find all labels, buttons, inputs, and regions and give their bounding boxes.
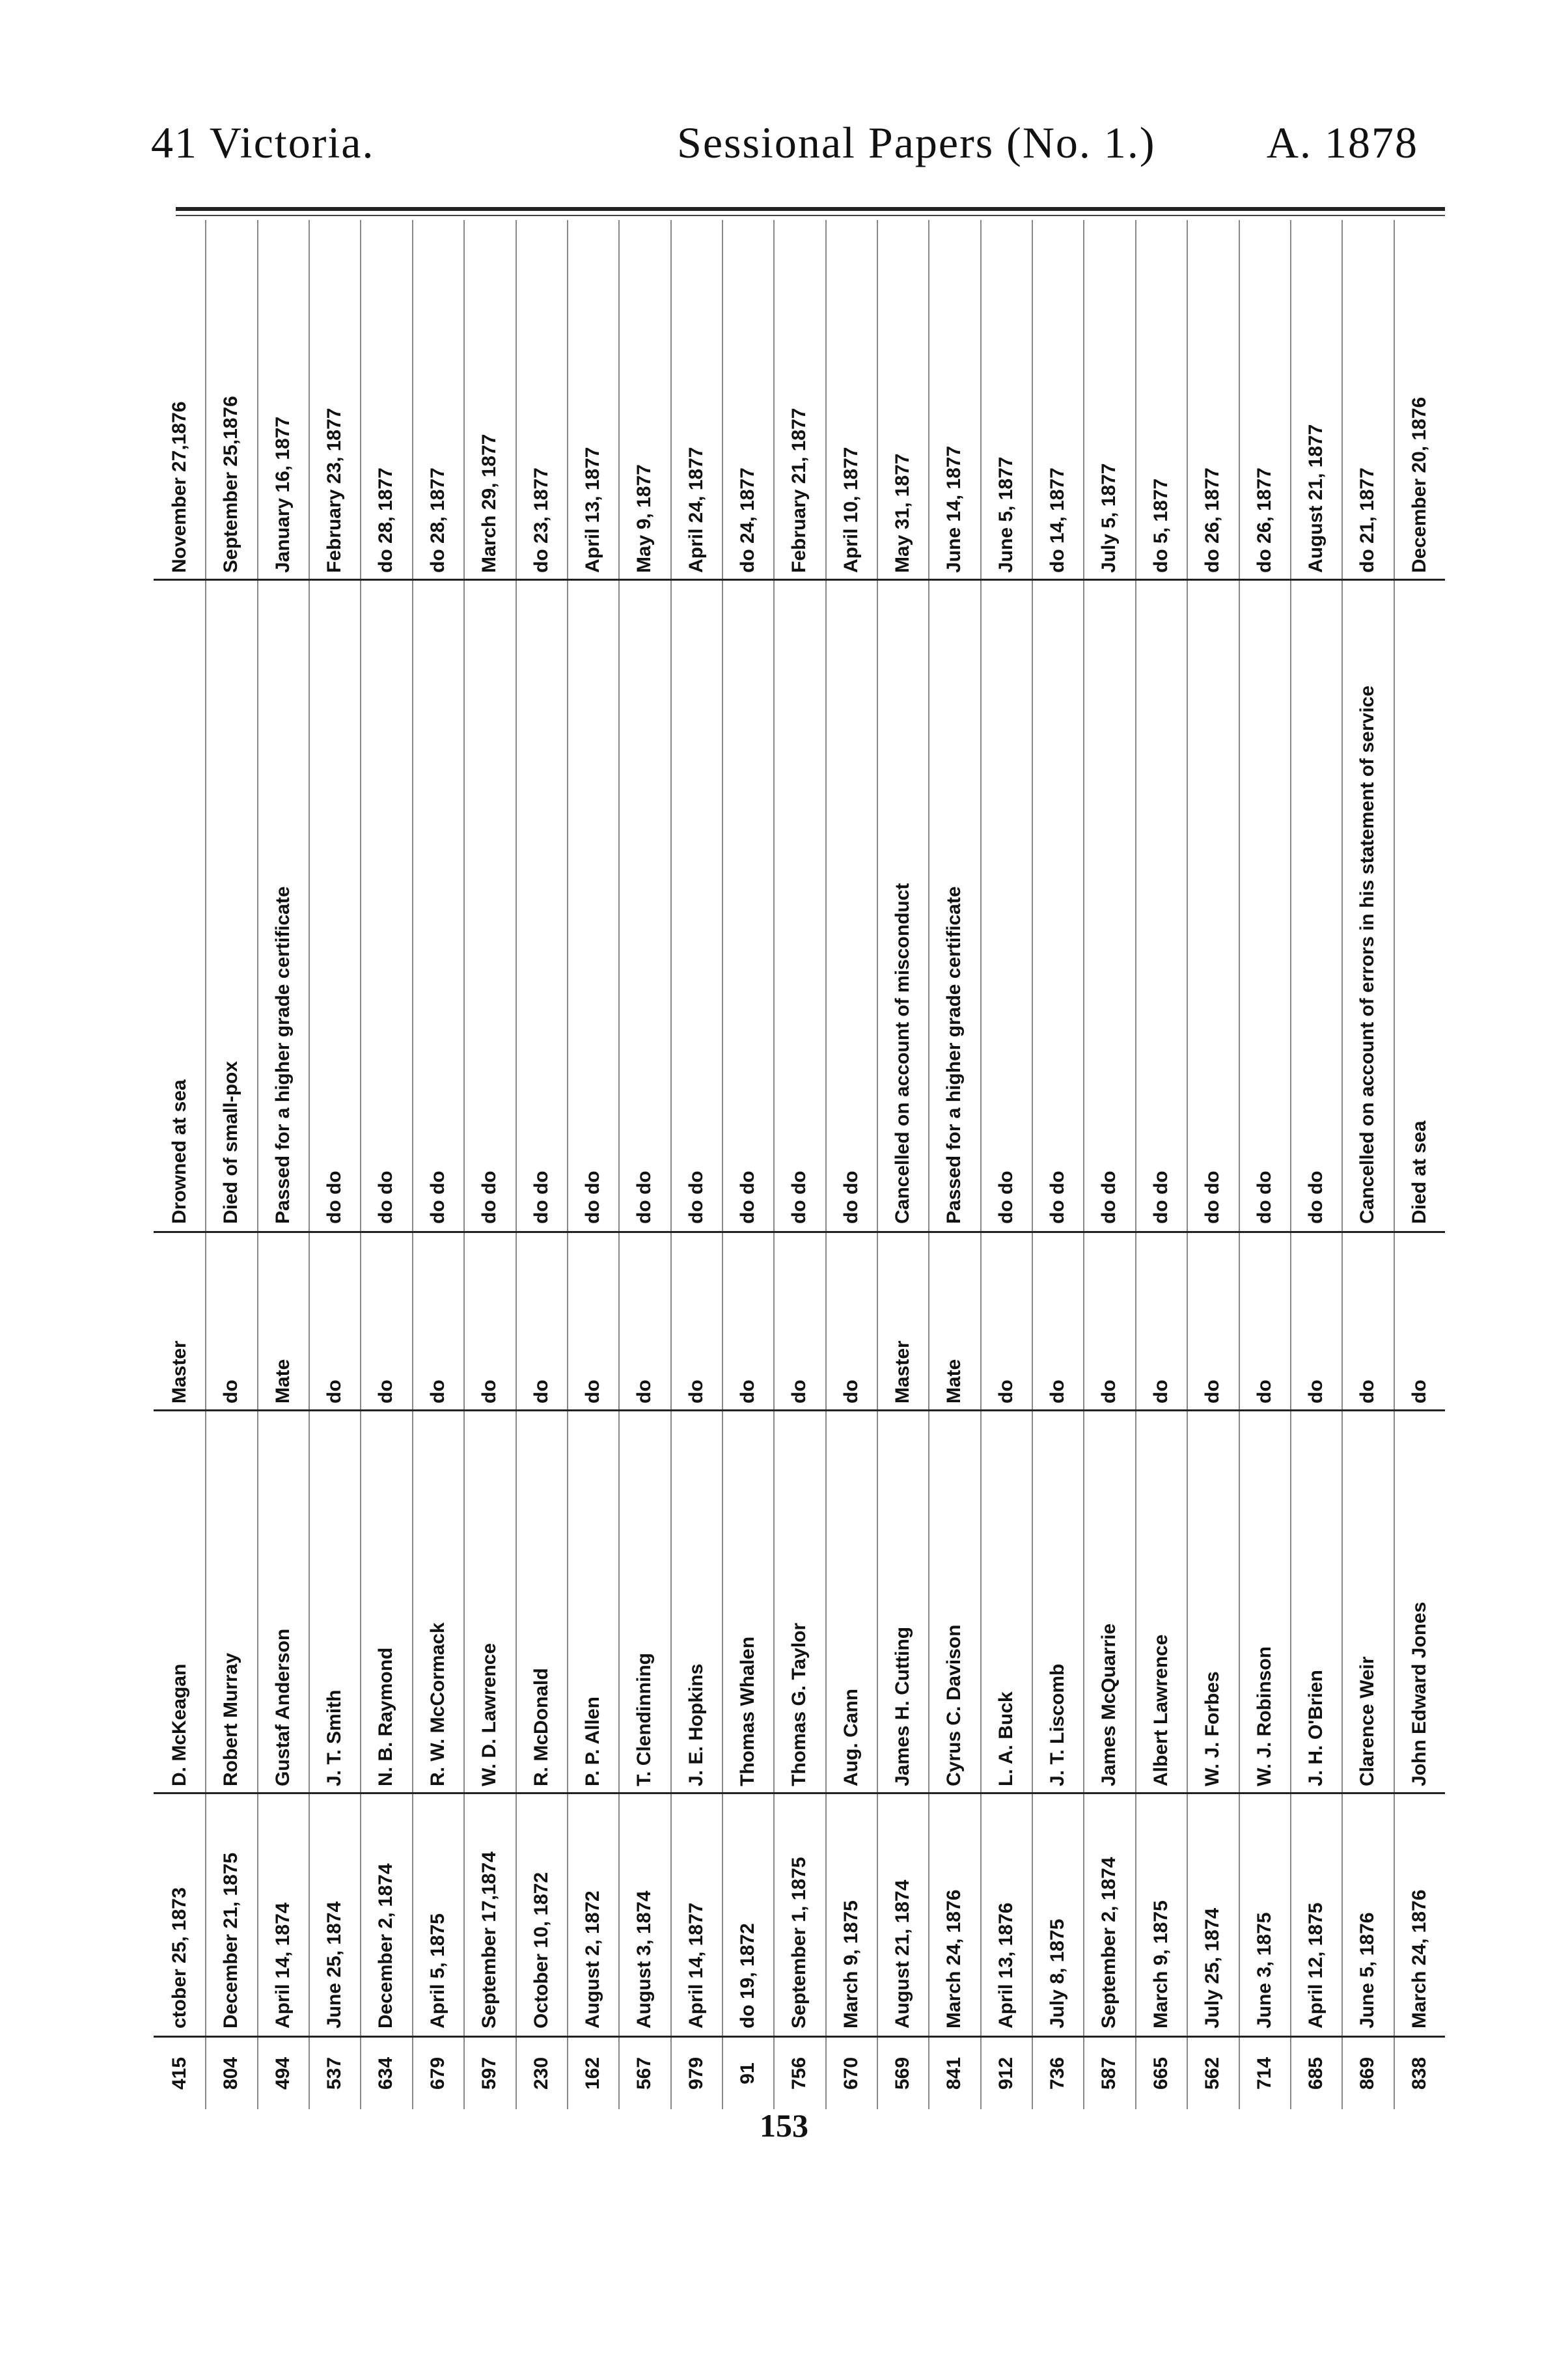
grade-cell: do — [995, 1379, 1017, 1404]
holder-name-cell: Thomas G. Taylor — [788, 1622, 810, 1786]
certificate-number-cell: 587 — [1098, 2056, 1120, 2090]
row-divider — [257, 220, 258, 2109]
table-row — [1187, 220, 1238, 2109]
grade-cell: do — [220, 1379, 242, 1404]
row-divider — [463, 220, 465, 2109]
holder-name-cell: Robert Murray — [220, 1652, 242, 1786]
holder-name-cell: J. H. O'Brien — [1304, 1670, 1327, 1786]
date-cancelled-cell: do 26, 1877 — [1253, 467, 1275, 573]
certificate-number-cell: 714 — [1253, 2056, 1275, 2090]
table-row — [412, 220, 463, 2109]
grade-cell: Mate — [271, 1359, 294, 1404]
row-divider — [567, 220, 568, 2109]
reason-cell: Cancelled on account of misconduct — [892, 883, 914, 1224]
issue-date-cell: December 2, 1874 — [375, 1863, 397, 2028]
issue-date-cell: June 3, 1875 — [1253, 1912, 1275, 2028]
grade-cell: do — [736, 1379, 758, 1404]
issue-date-cell: July 8, 1875 — [1047, 1918, 1069, 2028]
table-row — [567, 220, 618, 2109]
grade-cell: do — [1202, 1379, 1224, 1404]
certificate-number-cell: 415 — [169, 2056, 190, 2090]
date-cancelled-cell: do 28, 1877 — [426, 467, 448, 573]
table-row — [154, 220, 205, 2109]
running-header — [0, 117, 1568, 189]
grade-cell: do — [1098, 1379, 1120, 1404]
issue-date-cell: ctober 25, 1873 — [169, 1887, 190, 2028]
reason-cell: do do — [1253, 1170, 1275, 1224]
row-divider — [309, 220, 310, 2109]
reason-cell: do do — [426, 1170, 448, 1224]
date-cancelled-cell: July 5, 1877 — [1098, 463, 1120, 573]
grade-cell: Mate — [943, 1359, 965, 1404]
table-row — [1032, 220, 1083, 2109]
issue-date-cell: April 12, 1875 — [1304, 1902, 1327, 2028]
grade-cell: Master — [892, 1340, 914, 1404]
grade-cell: do — [426, 1379, 448, 1404]
issue-date-cell: June 25, 1874 — [323, 1901, 346, 2028]
holder-name-cell: Clarence Weir — [1356, 1656, 1379, 1786]
reason-cell: do do — [478, 1170, 501, 1224]
table-row — [980, 220, 1032, 2109]
date-cancelled-cell: April 24, 1877 — [685, 447, 707, 573]
row-divider — [205, 220, 206, 2109]
grade-cell: do — [685, 1379, 707, 1404]
certificate-number-cell: 494 — [271, 2056, 294, 2090]
reason-cell: do do — [1098, 1170, 1120, 1224]
certificate-number-cell: 979 — [685, 2056, 707, 2090]
column-divider — [154, 1792, 1445, 1794]
holder-name-cell: P. P. Allen — [581, 1696, 603, 1786]
grade-cell: do — [840, 1379, 862, 1404]
header-title: Sessional Papers (No. 1.) — [677, 118, 1156, 167]
row-divider — [980, 220, 982, 2109]
date-cancelled-cell: do 23, 1877 — [530, 467, 552, 573]
certificate-number-cell: 634 — [375, 2056, 397, 2090]
issue-date-cell: August 21, 1874 — [892, 1879, 914, 2028]
certificate-number-cell: 569 — [892, 2056, 914, 2090]
rotated-table-viewport — [154, 220, 1445, 2109]
grade-cell: do — [323, 1379, 346, 1404]
page-number: 153 — [760, 2107, 808, 2144]
date-cancelled-cell: June 5, 1877 — [995, 456, 1017, 573]
issue-date-cell: March 24, 1876 — [1408, 1889, 1430, 2028]
grade-cell: do — [1356, 1379, 1379, 1404]
holder-name-cell: James McQuarrie — [1098, 1623, 1120, 1786]
date-cancelled-cell: January 16, 1877 — [271, 416, 294, 573]
row-divider — [1083, 220, 1084, 2109]
grade-cell: do — [375, 1379, 397, 1404]
reason-cell: Cancelled on account of errors in his statement of service — [1356, 685, 1379, 1224]
certificate-number-cell: 562 — [1202, 2056, 1224, 2090]
column-divider — [154, 1409, 1445, 1411]
header-volume: 41 Victoria. — [151, 118, 375, 167]
column-divider — [154, 579, 1445, 581]
row-divider — [670, 220, 672, 2109]
holder-name-cell: L. A. Buck — [995, 1691, 1017, 1786]
holder-name-cell: J. E. Hopkins — [685, 1663, 707, 1786]
table-row — [205, 220, 256, 2109]
date-cancelled-cell: do 5, 1877 — [1149, 478, 1172, 573]
grade-cell: do — [478, 1379, 501, 1404]
date-cancelled-cell: August 21, 1877 — [1304, 424, 1327, 573]
holder-name-cell: John Edward Jones — [1408, 1601, 1430, 1786]
certificate-number-cell: 91 — [736, 2062, 758, 2084]
row-divider — [412, 220, 413, 2109]
reason-cell: do do — [995, 1170, 1017, 1224]
issue-date-cell: August 3, 1874 — [633, 1890, 655, 2028]
reason-cell: Passed for a higher grade certificate — [943, 886, 965, 1224]
reason-cell: do do — [1149, 1170, 1172, 1224]
issue-date-cell: April 13, 1876 — [995, 1902, 1017, 2028]
holder-name-cell: Thomas Whalen — [736, 1636, 758, 1786]
table-row — [1239, 220, 1290, 2109]
certificate-number-cell: 162 — [581, 2056, 603, 2090]
date-cancelled-cell: April 10, 1877 — [840, 447, 862, 573]
date-cancelled-cell: September 25,1876 — [220, 396, 242, 573]
reason-cell: do do — [840, 1170, 862, 1224]
row-divider — [1239, 220, 1240, 2109]
issue-date-cell: August 2, 1872 — [581, 1890, 603, 2028]
table-row — [257, 220, 309, 2109]
grade-cell: do — [530, 1379, 552, 1404]
table-row — [1394, 220, 1445, 2109]
reason-cell: Died of small-pox — [220, 1060, 242, 1224]
row-divider — [722, 220, 723, 2109]
certificate-number-cell: 597 — [478, 2056, 501, 2090]
issue-date-cell: April 14, 1877 — [685, 1902, 707, 2028]
grade-cell: do — [788, 1379, 810, 1404]
issue-date-cell: March 9, 1875 — [840, 1900, 862, 2028]
holder-name-cell: Aug. Cann — [840, 1689, 862, 1786]
grade-cell: do — [1408, 1379, 1430, 1404]
table-row — [516, 220, 567, 2109]
reason-cell: do do — [633, 1170, 655, 1224]
reason-cell: Passed for a higher grade certificate — [271, 886, 294, 1224]
date-cancelled-cell: June 14, 1877 — [943, 445, 965, 573]
reason-cell: do do — [788, 1170, 810, 1224]
table-row — [877, 220, 928, 2109]
reason-cell: do do — [1047, 1170, 1069, 1224]
row-divider — [773, 220, 775, 2109]
holder-name-cell: Gustaf Anderson — [271, 1628, 294, 1786]
date-cancelled-cell: do 26, 1877 — [1202, 467, 1224, 573]
holder-name-cell: W. J. Forbes — [1202, 1671, 1224, 1786]
certificate-number-cell: 567 — [633, 2056, 655, 2090]
certificate-number-cell: 537 — [323, 2056, 346, 2090]
row-divider — [618, 220, 620, 2109]
holder-name-cell: W. J. Robinson — [1253, 1646, 1275, 1786]
date-cancelled-cell: May 31, 1877 — [892, 453, 914, 573]
certificate-number-cell: 869 — [1356, 2056, 1379, 2090]
table-row — [618, 220, 670, 2109]
reason-cell: do do — [1304, 1170, 1327, 1224]
issue-date-cell: July 25, 1874 — [1202, 1907, 1224, 2028]
issue-date-cell: March 9, 1875 — [1149, 1900, 1172, 2028]
table-row — [1083, 220, 1135, 2109]
date-cancelled-cell: do 14, 1877 — [1047, 467, 1069, 573]
reason-cell: do do — [581, 1170, 603, 1224]
row-divider — [516, 220, 517, 2109]
issue-date-cell: June 5, 1876 — [1356, 1912, 1379, 2028]
table-row — [1135, 220, 1187, 2109]
column-divider — [154, 2036, 1445, 2038]
holder-name-cell: D. McKeagan — [169, 1663, 190, 1786]
grade-cell: Master — [169, 1340, 190, 1404]
reason-cell: do do — [323, 1170, 346, 1224]
certificate-number-cell: 685 — [1304, 2056, 1327, 2090]
certificate-number-cell: 756 — [788, 2056, 810, 2090]
date-cancelled-cell: February 21, 1877 — [788, 408, 810, 573]
issue-date-cell: September 2, 1874 — [1098, 1857, 1120, 2028]
holder-name-cell: N. B. Raymond — [375, 1647, 397, 1786]
grade-cell: do — [1149, 1379, 1172, 1404]
table-row — [773, 220, 825, 2109]
date-cancelled-cell: April 13, 1877 — [581, 447, 603, 573]
issue-date-cell: October 10, 1872 — [530, 1872, 552, 2028]
row-divider — [360, 220, 361, 2109]
date-cancelled-cell: May 9, 1877 — [633, 464, 655, 573]
holder-name-cell: W. D. Lawrence — [478, 1642, 501, 1786]
table-row — [1290, 220, 1341, 2109]
row-divider — [825, 220, 827, 2109]
date-cancelled-cell: do 21, 1877 — [1356, 467, 1379, 573]
table-row — [360, 220, 411, 2109]
row-divider — [1341, 220, 1343, 2109]
reason-cell: do do — [530, 1170, 552, 1224]
certificate-number-cell: 838 — [1408, 2056, 1430, 2090]
reason-cell: Died at sea — [1408, 1120, 1430, 1224]
holder-name-cell: James H. Cutting — [892, 1626, 914, 1786]
row-divider — [1135, 220, 1136, 2109]
holder-name-cell: Albert Lawrence — [1149, 1634, 1172, 1786]
issue-date-cell: April 14, 1874 — [271, 1902, 294, 2028]
grade-cell: do — [1253, 1379, 1275, 1404]
reason-cell: Drowned at sea — [169, 1079, 190, 1224]
row-divider — [1290, 220, 1291, 2109]
reason-cell: do do — [685, 1170, 707, 1224]
certificate-number-cell: 670 — [840, 2056, 862, 2090]
row-divider — [928, 220, 929, 2109]
date-cancelled-cell: March 29, 1877 — [478, 434, 501, 573]
table-row — [670, 220, 722, 2109]
reason-cell: do do — [736, 1170, 758, 1224]
grade-cell: do — [581, 1379, 603, 1404]
table-row — [722, 220, 773, 2109]
reason-cell: do do — [375, 1170, 397, 1224]
header-rule-thin — [176, 215, 1445, 216]
row-divider — [1032, 220, 1033, 2109]
issue-date-cell: September 1, 1875 — [788, 1857, 810, 2028]
column-divider — [154, 1231, 1445, 1233]
table-row — [309, 220, 360, 2109]
certificate-number-cell: 665 — [1149, 2056, 1172, 2090]
issue-date-cell: December 21, 1875 — [220, 1852, 242, 2028]
grade-cell: do — [1047, 1379, 1069, 1404]
row-divider — [1187, 220, 1188, 2109]
reason-cell: do do — [1202, 1170, 1224, 1224]
holder-name-cell: Cyrus C. Davison — [943, 1624, 965, 1786]
row-divider — [1394, 220, 1395, 2109]
issue-date-cell: April 5, 1875 — [426, 1913, 448, 2028]
certificate-number-cell: 230 — [530, 2056, 552, 2090]
date-cancelled-cell: November 27,1876 — [169, 401, 190, 573]
header-rule-thick — [176, 207, 1445, 211]
holder-name-cell: J. T. Liscomb — [1047, 1663, 1069, 1786]
table-row — [825, 220, 877, 2109]
certificates-table — [154, 220, 1445, 2109]
holder-name-cell: J. T. Smith — [323, 1689, 346, 1786]
date-cancelled-cell: February 23, 1877 — [323, 408, 346, 573]
certificate-number-cell: 679 — [426, 2056, 448, 2090]
issue-date-cell: March 24, 1876 — [943, 1889, 965, 2028]
row-divider — [877, 220, 878, 2109]
issue-date-cell: do 19, 1872 — [736, 1923, 758, 2028]
table-row — [1341, 220, 1393, 2109]
header-year: A. 1878 — [1266, 118, 1418, 167]
holder-name-cell: R. McDonald — [530, 1668, 552, 1786]
holder-name-cell: T. Clendinning — [633, 1653, 655, 1786]
date-cancelled-cell: do 24, 1877 — [736, 467, 758, 573]
certificate-number-cell: 804 — [220, 2056, 242, 2090]
date-cancelled-cell: do 28, 1877 — [375, 467, 397, 573]
issue-date-cell: September 17,1874 — [478, 1851, 501, 2028]
grade-cell: do — [633, 1379, 655, 1404]
holder-name-cell: R. W. McCormack — [426, 1622, 448, 1786]
date-cancelled-cell: December 20, 1876 — [1408, 396, 1430, 573]
certificate-number-cell: 841 — [943, 2056, 965, 2090]
grade-cell: do — [1304, 1379, 1327, 1404]
certificate-number-cell: 912 — [995, 2056, 1017, 2090]
table-row — [463, 220, 515, 2109]
table-row — [928, 220, 980, 2109]
certificate-number-cell: 736 — [1047, 2056, 1069, 2090]
